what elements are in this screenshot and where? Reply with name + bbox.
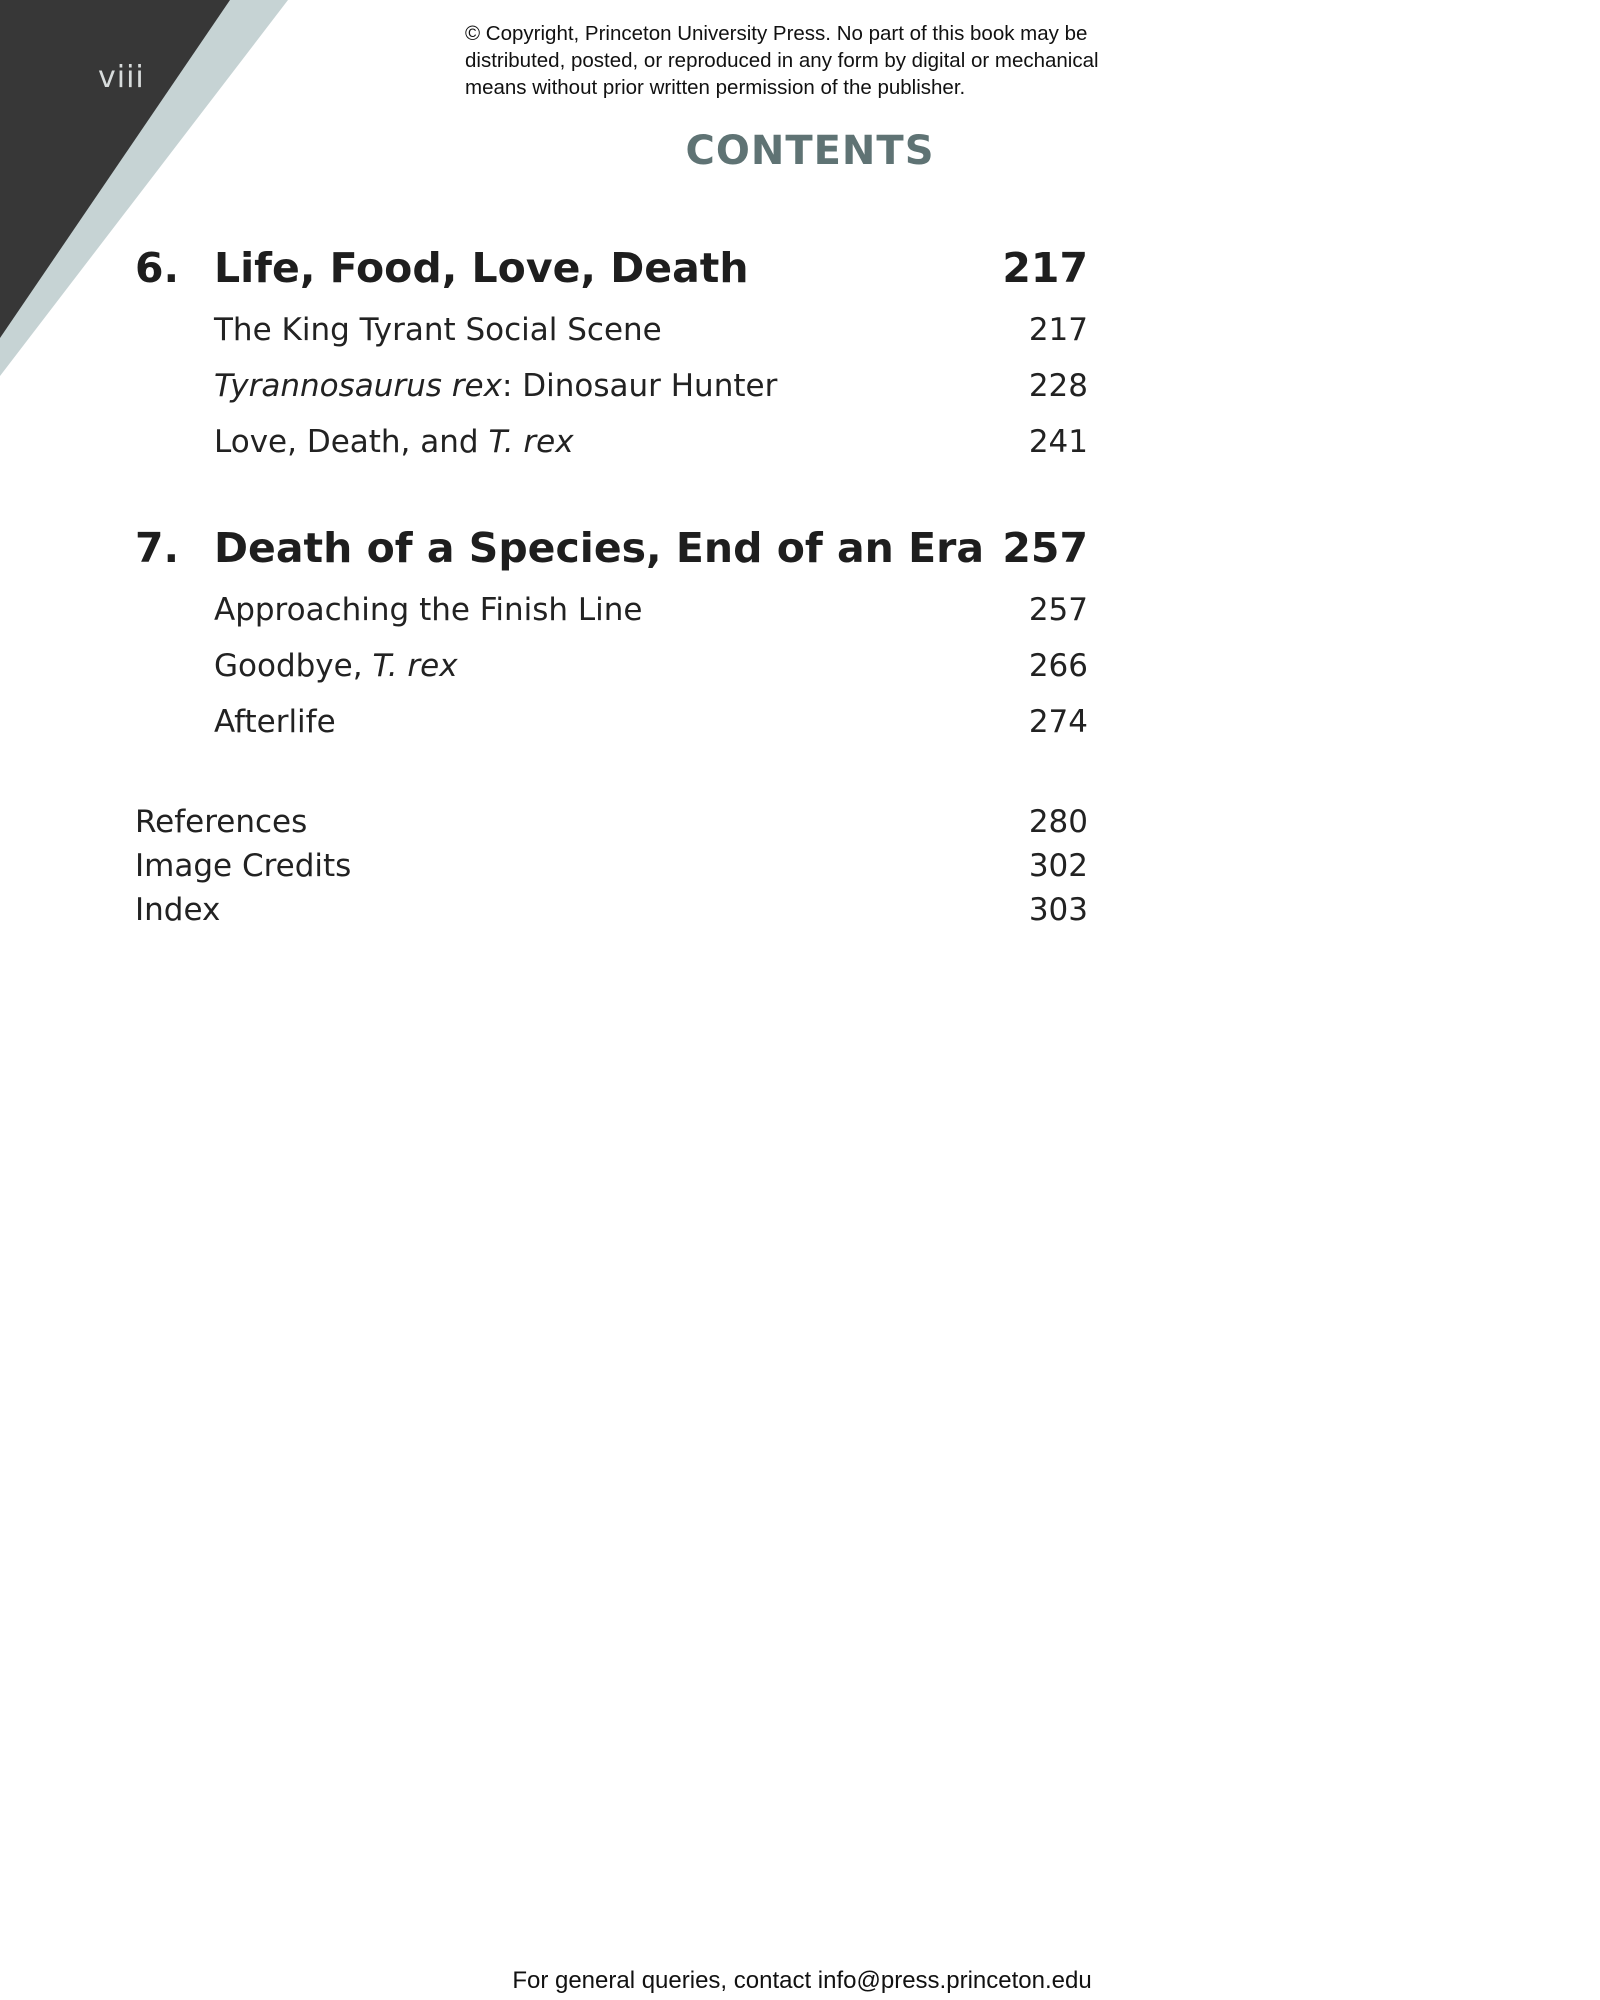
copyright-line: distributed, posted, or reproduced in any form by digital or mechanical [465, 49, 1099, 72]
section-title: Tyrannosaurus rex: Dinosaur Hunter [214, 368, 778, 404]
chapter-number: 7. [135, 524, 180, 572]
back-matter-page: 302 [1028, 848, 1088, 884]
footer-contact: For general queries, contact info@press.princeton.edu [512, 1967, 1092, 1994]
section-title: The King Tyrant Social Scene [214, 312, 662, 348]
toc-section[interactable] [0, 648, 1600, 688]
toc-back-matter-item[interactable] [0, 848, 1600, 888]
toc-section[interactable] [0, 704, 1600, 744]
chapter-number: 6. [135, 244, 180, 292]
chapter-page: 217 [1002, 244, 1088, 292]
back-matter-title: Image Credits [135, 848, 352, 884]
copyright-line: © Copyright, Princeton University Press. No part of this book may be [465, 22, 1088, 45]
page-folio: viii [98, 60, 145, 95]
back-matter-title: References [135, 804, 308, 840]
copyright-line: means without prior written permission of the publisher. [465, 76, 966, 99]
chapter-title: Life, Food, Love, Death [214, 244, 749, 292]
back-matter-page: 303 [1028, 892, 1088, 928]
toc-chapter-6[interactable] [0, 244, 1600, 294]
section-page: 241 [1028, 424, 1088, 460]
toc-back-matter-item[interactable] [0, 892, 1600, 932]
contents-heading: CONTENTS [685, 128, 935, 174]
toc-back-matter-item[interactable] [0, 804, 1600, 844]
section-page: 228 [1028, 368, 1088, 404]
section-title: Afterlife [214, 704, 336, 740]
section-title: Approaching the Finish Line [214, 592, 643, 628]
toc-chapter-7[interactable] [0, 524, 1600, 574]
chapter-title: Death of a Species, End of an Era [214, 524, 985, 572]
back-matter-title: Index [135, 892, 221, 928]
toc-section[interactable] [0, 368, 1600, 408]
copyright-notice [465, 20, 1185, 101]
back-matter-page: 280 [1028, 804, 1088, 840]
toc-section[interactable] [0, 592, 1600, 632]
section-page: 274 [1028, 704, 1088, 740]
section-page: 257 [1028, 592, 1088, 628]
section-page: 266 [1028, 648, 1088, 684]
chapter-page: 257 [1002, 524, 1088, 572]
section-title: Goodbye, T. rex [214, 648, 458, 684]
toc-section[interactable] [0, 312, 1600, 352]
section-title: Love, Death, and T. rex [214, 424, 574, 460]
toc-section[interactable] [0, 424, 1600, 464]
section-page: 217 [1028, 312, 1088, 348]
